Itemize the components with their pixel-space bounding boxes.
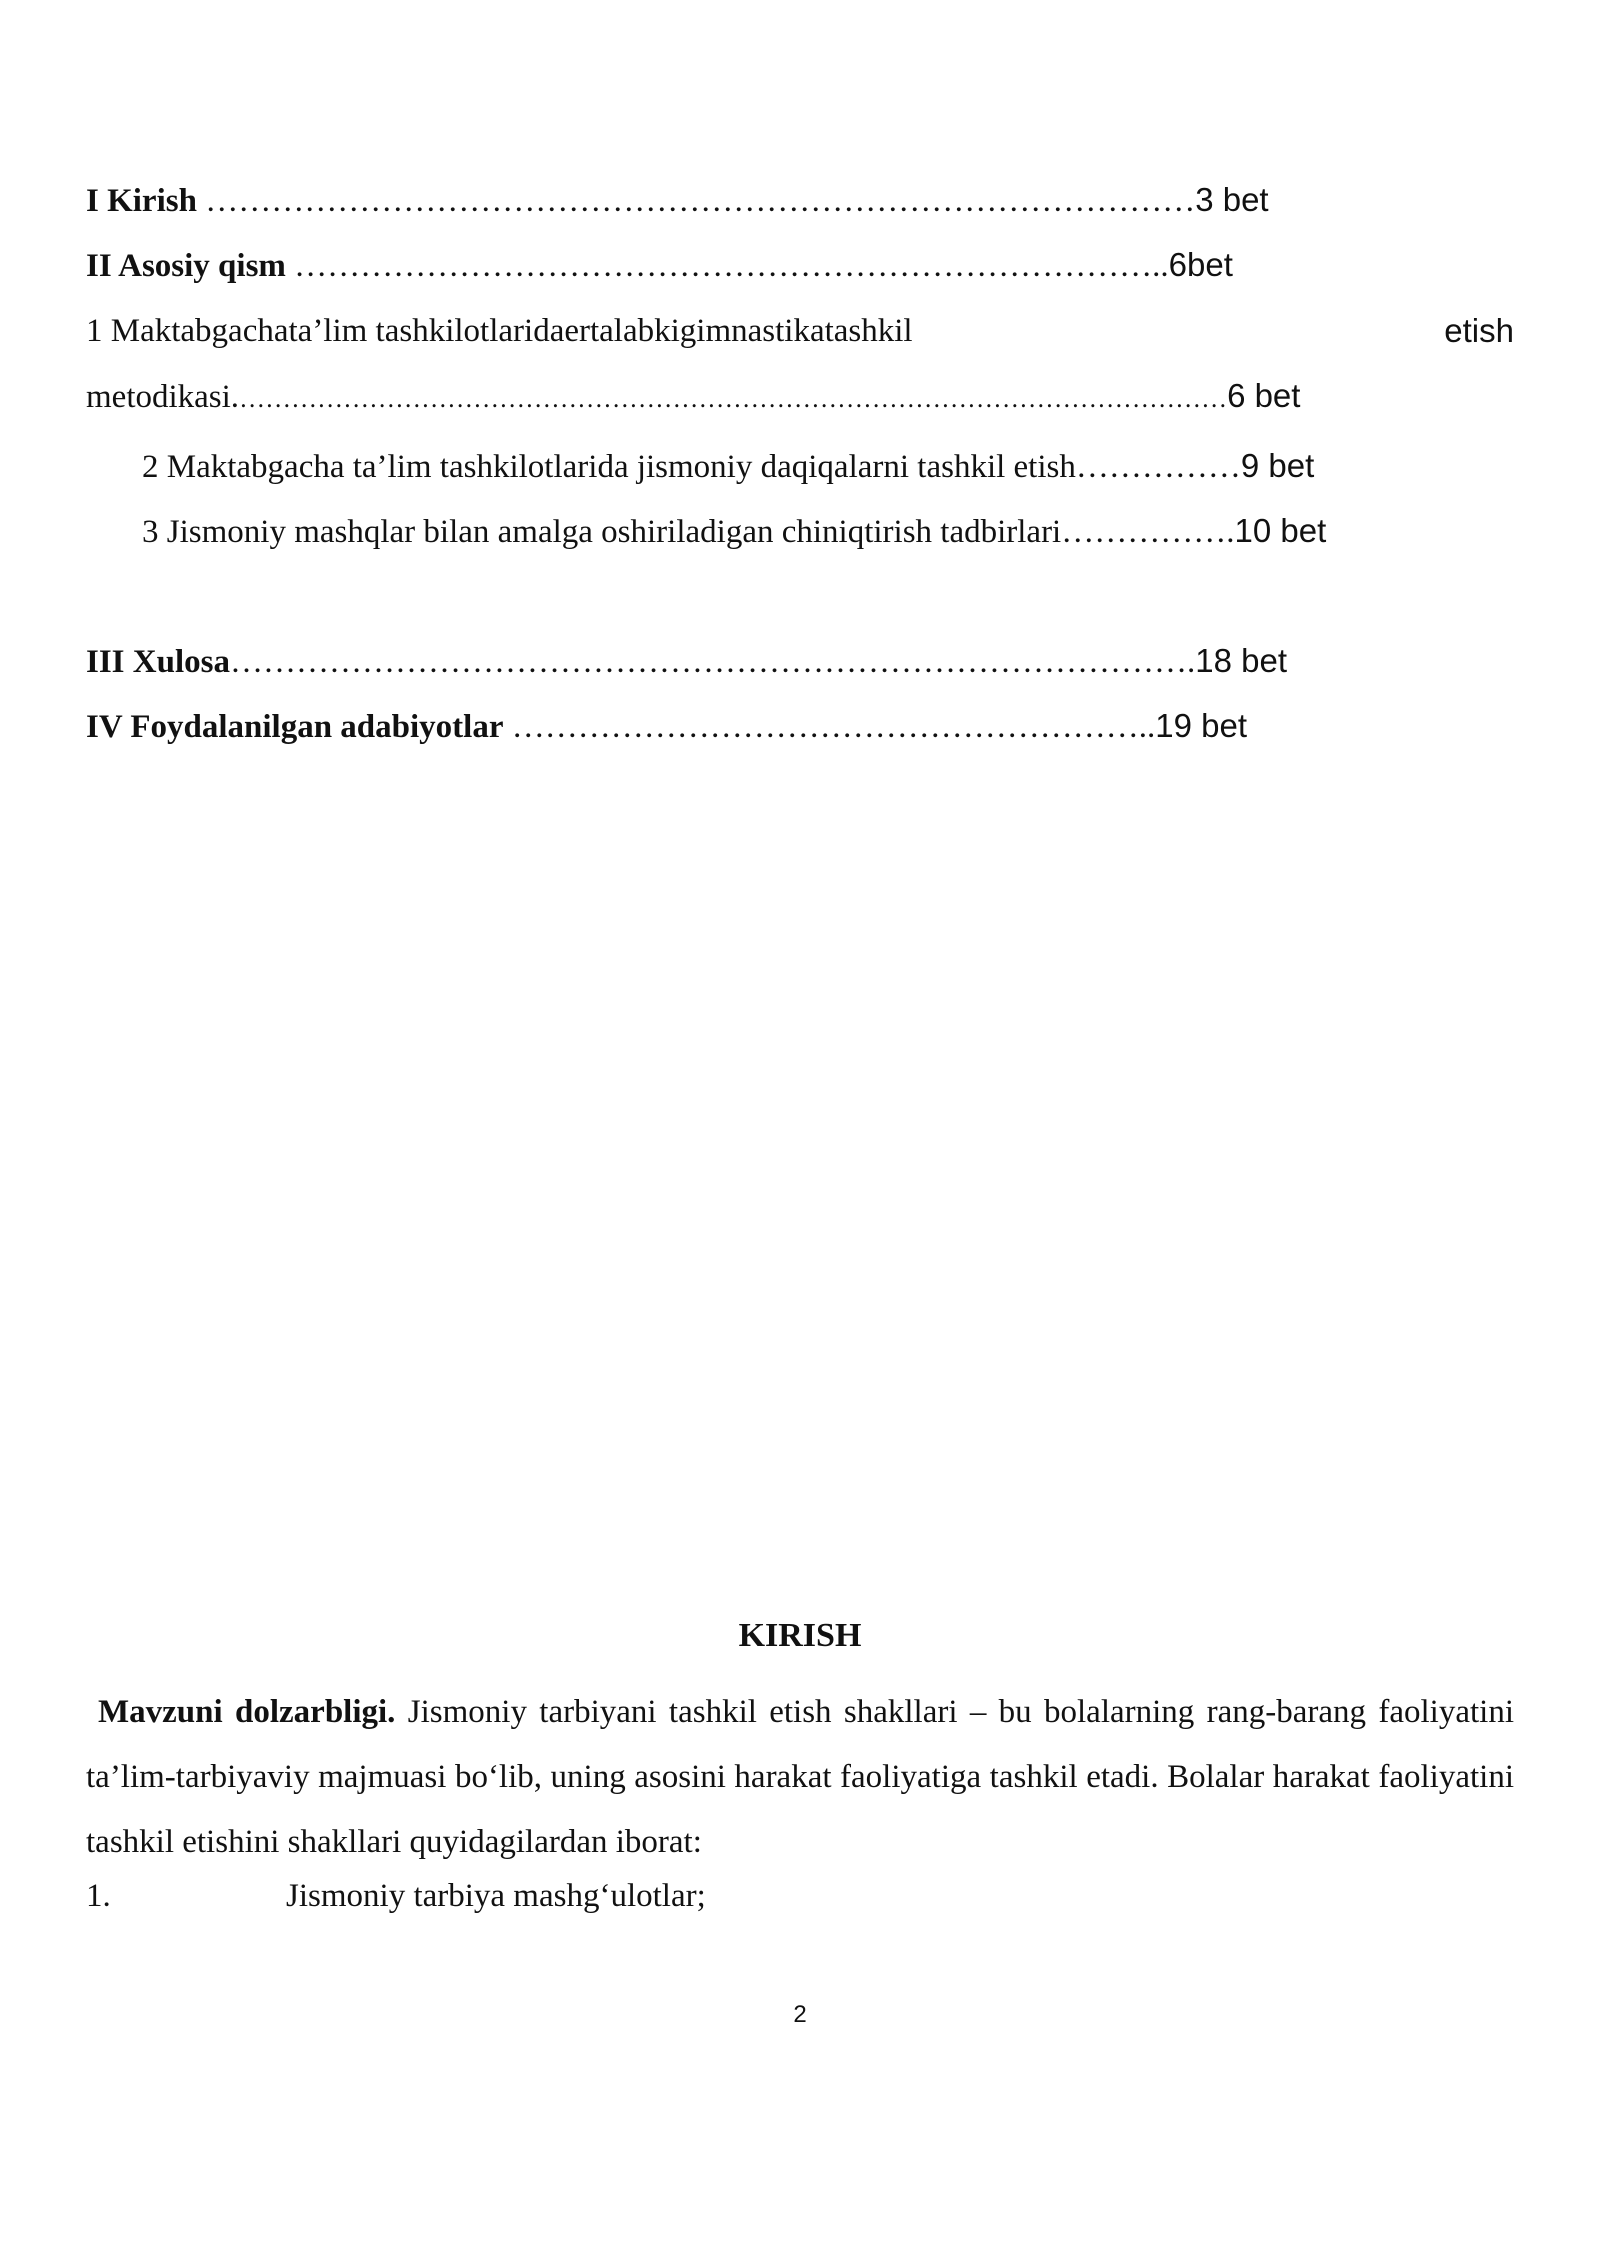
section-heading: KIRISH bbox=[738, 1617, 862, 1654]
toc-entry-text: 2 Maktabgacha ta’lim tashkilotlarida jismoniy daqiqalarni tashkil etish bbox=[142, 449, 1076, 485]
toc-entry-text: 3 Jismoniy mashqlar bilan amalga oshiriladigan chiniqtirish tadbirlari bbox=[142, 514, 1062, 550]
toc-entry-text: metodikasi. bbox=[86, 379, 240, 415]
list-item-text: Jismoniy tarbiya mashg‘ulotlar; bbox=[286, 1878, 706, 1914]
toc-entry-kirish bbox=[86, 180, 1269, 221]
toc-dot-leader: ……………. bbox=[1061, 514, 1235, 550]
toc-entry-item-2 bbox=[142, 446, 1314, 487]
toc-word: ta’lim tashkilotlarida bbox=[288, 313, 565, 349]
paragraph-lead: Mavzuni dolzarbligi. bbox=[98, 1694, 396, 1730]
paragraph-body: Jismoniy tarbiyani tashkil etish shakllari – bu bolalarning rang-barang faoliyatini ta’lim-tarbiyaviy majmuasi bo‘lib, uning asosini harakat faoliyatiga tashkil etadi. Bolalar harakat faoliyatini tashkil etishini shakllari quyidagilardan iborat: bbox=[86, 1694, 1515, 1860]
toc-entry-title: IV Foydalanilgan adabiyotlar bbox=[86, 709, 504, 745]
toc-page-ref: 18 bet bbox=[1195, 642, 1287, 679]
toc-entry-item-3 bbox=[142, 511, 1326, 552]
toc-page-ref: 6 bet bbox=[1227, 377, 1301, 414]
toc-entry-xulosa bbox=[86, 641, 1287, 682]
toc-dot-leader: ……………………………………………………………………………. bbox=[229, 644, 1196, 680]
toc-entry-item-1 bbox=[86, 311, 1514, 351]
page-number: 2 bbox=[793, 2001, 807, 2028]
toc-entry-title: III Xulosa bbox=[86, 644, 230, 680]
toc-word: 1 Maktabgacha bbox=[86, 313, 289, 349]
toc-word: etish bbox=[1444, 312, 1514, 349]
toc-entry-item-1-continued bbox=[86, 376, 1300, 419]
toc-entry-title: II Asosiy qism bbox=[86, 248, 286, 284]
toc-page-ref: 9 bet bbox=[1240, 447, 1315, 484]
toc-dot-leader: …………………………………………………………………….. bbox=[285, 248, 1169, 284]
toc-page-ref: 3 bet bbox=[1195, 181, 1269, 218]
toc-word: gimnastika bbox=[679, 313, 825, 349]
toc-entry-adabiyotlar bbox=[86, 706, 1247, 747]
toc-entry-asosiy-qism bbox=[86, 245, 1233, 286]
toc-page-ref: 19 bet bbox=[1155, 707, 1247, 744]
toc-entry-title: I Kirish bbox=[86, 183, 197, 219]
list-item bbox=[86, 1876, 706, 1916]
toc-page-ref: 6bet bbox=[1168, 246, 1233, 283]
intro-paragraph bbox=[86, 1680, 1514, 1875]
list-item-number: 1. bbox=[86, 1878, 111, 1914]
toc-page-ref: 10 bet bbox=[1234, 512, 1327, 549]
toc-dot-leader: ……………………………………………………………………………… bbox=[196, 183, 1196, 219]
toc-word-gap bbox=[913, 311, 1445, 351]
toc-dot-leader: …………………………………………………………………………………………………… bbox=[239, 384, 1228, 413]
toc-dot-leader: ………………………………………………….. bbox=[503, 709, 1156, 745]
toc-word: tashkil bbox=[824, 313, 913, 349]
toc-word: ertalabki bbox=[564, 313, 680, 349]
toc-dot-leader: …………… bbox=[1075, 449, 1241, 485]
